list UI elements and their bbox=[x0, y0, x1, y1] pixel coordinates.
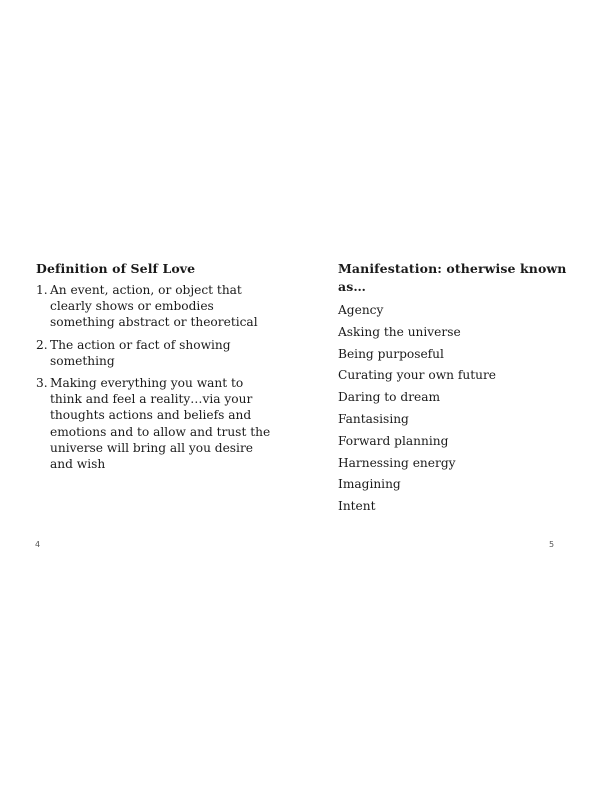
synonym-item: Asking the universe bbox=[338, 324, 461, 339]
synonym-item: Fantasising bbox=[338, 411, 409, 426]
left-page bbox=[36, 260, 276, 478]
definition-item bbox=[36, 337, 276, 369]
synonym-item: Daring to dream bbox=[338, 390, 441, 405]
definition-item-text: Making everything you want to think and feel a reality…via your thoughts actions and beliefs and emotions and to allow and trust the universe will bring all you desire and wish bbox=[50, 376, 271, 472]
definition-item bbox=[36, 282, 276, 331]
synonym-list bbox=[338, 300, 578, 518]
definition-item-number: 2. bbox=[36, 337, 48, 352]
definition-list bbox=[36, 282, 276, 472]
page-number-right: 5 bbox=[549, 540, 555, 549]
definition-item-number: 3. bbox=[36, 376, 48, 391]
manifestation-heading: Manifestation: otherwise known as… bbox=[338, 261, 567, 294]
definition-item-number: 1. bbox=[36, 283, 48, 297]
synonym-item: Being purposeful bbox=[338, 346, 444, 361]
right-page bbox=[338, 260, 578, 518]
definition-item-text: An event, action, or object that clearly shows or embodies something abstract or theoretical bbox=[50, 283, 258, 330]
synonym-item: Agency bbox=[338, 303, 384, 317]
synonym-item: Forward planning bbox=[338, 433, 449, 448]
synonym-item: Imagining bbox=[338, 477, 401, 492]
synonym-item: Curating your own future bbox=[338, 368, 496, 383]
definition-item-text: The action or fact of showing something bbox=[50, 337, 231, 368]
definition-heading: Definition of Self Love bbox=[36, 261, 196, 276]
synonym-item: Harnessing energy bbox=[338, 455, 456, 470]
definition-item bbox=[36, 375, 276, 472]
page-number-left: 4 bbox=[35, 540, 41, 549]
synonym-item: Intent bbox=[338, 499, 376, 514]
